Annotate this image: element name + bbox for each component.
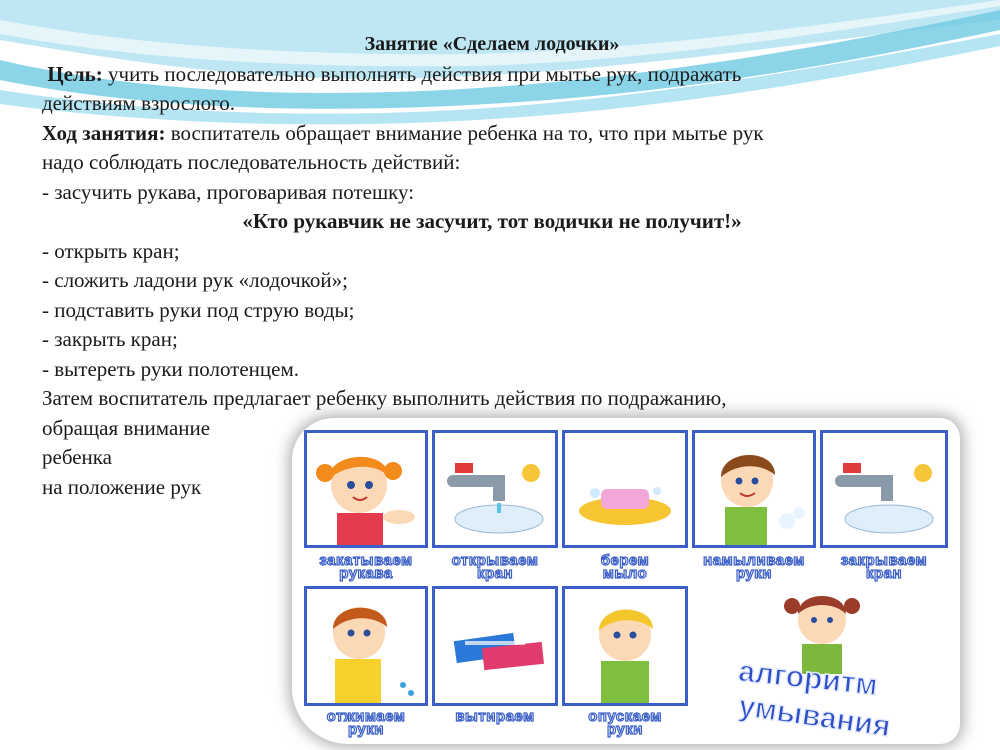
towel-icon (435, 589, 555, 703)
caption: отжимаем руки (326, 708, 406, 738)
step-item: - сложить ладони рук «лодочкой»; (42, 268, 348, 292)
closing-line-4: на положение рук (42, 474, 202, 499)
girl-blonde-icon (565, 589, 685, 703)
caption: вытираем (455, 708, 535, 725)
step-item: - подставить руки под струю воды; (42, 297, 355, 322)
goal-line-2: действиям взрослого. (42, 91, 235, 115)
course-line-1 (42, 119, 942, 149)
caption: опускаем руки (588, 708, 662, 738)
step-item: - вытереть руки полотенцем. (42, 356, 300, 381)
closing-line-3: ребенка (42, 445, 112, 469)
faucet-closed-icon (823, 433, 945, 545)
soap-icon (565, 433, 685, 545)
faucet-icon (435, 433, 555, 545)
step-item: - открыть кран; (42, 238, 180, 263)
handwashing-algorithm-panel (292, 418, 960, 744)
girl-icon (307, 433, 425, 545)
caption: открываем кран (451, 552, 539, 582)
closing-line-1: Затем воспитатель предлагает ребенку выполнить действия по подражанию, (42, 386, 727, 410)
boy-lather-icon (695, 433, 813, 545)
step-sleeves: - засучить рукава, проговаривая потешку: (42, 179, 415, 204)
cell-take-soap (562, 430, 688, 548)
algorithm-title-2: умывания (736, 689, 893, 744)
algorithm-title-1: алгоритм (736, 654, 880, 703)
goal-line-1 (42, 60, 942, 90)
caption: намыливаем руки (703, 552, 805, 582)
cell-dry-hands (432, 586, 558, 706)
cell-lower-hands (562, 586, 688, 706)
goal-text-1: учить последовательно выполнять действия при мытье рук, подражать (102, 61, 742, 86)
lesson-title: Занятие «Сделаем лодочки» (364, 33, 620, 55)
caption: закрываем кран (840, 552, 928, 582)
course-line-2: надо соблюдать последовательность действий: (42, 150, 461, 174)
course-text-1: воспитатель обращает внимание ребенка на то, что при мытье рук (165, 120, 764, 145)
closing-line-2: обращая внимание (42, 415, 211, 440)
boy-icon (307, 589, 425, 703)
course-label: Ход занятия: (42, 120, 166, 145)
caption: закатываем рукава (319, 552, 413, 582)
cell-lather-hands (692, 430, 816, 548)
rhyme: «Кто рукавчик не засучит, тот водички не получит!» (242, 209, 742, 233)
step-item: - закрыть кран; (42, 327, 178, 351)
caption: берем мыло (600, 552, 650, 582)
cell-open-tap (432, 430, 558, 548)
cell-close-tap (820, 430, 948, 548)
goal-label: Цель: (47, 61, 103, 86)
cell-squeeze-hands (304, 586, 428, 706)
cell-roll-sleeves (304, 430, 428, 548)
